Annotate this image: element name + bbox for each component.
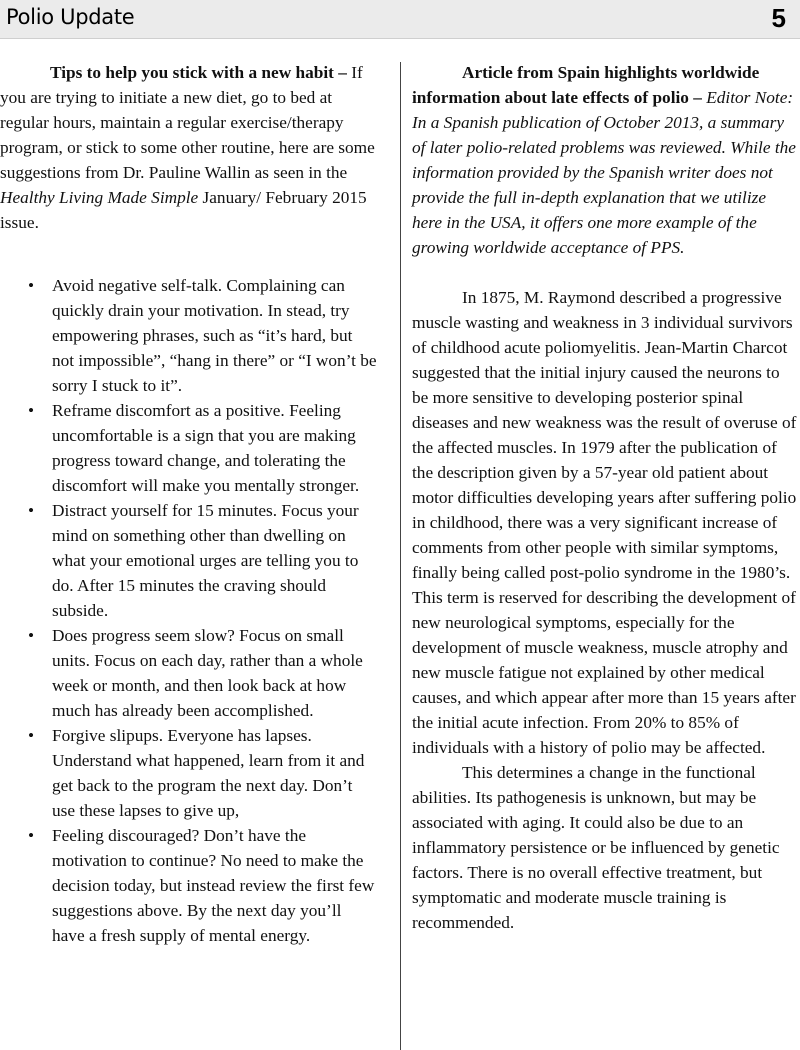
- tips-list: [0, 273, 382, 948]
- list-item: • Does progress seem slow? Focus on small units. Focus on each day, rather than a whole week or month, and then look back at how much has already been accomplished.: [0, 623, 382, 723]
- page-header: [0, 0, 800, 39]
- article-heading: Article from Spain highlights worldwide information about late effects of polio –: [412, 63, 760, 107]
- list-item: • Avoid negative self-talk. Complaining can quickly drain your motivation. In stead, try empowering phrases, such as “it’s hard, but not impossible”, “hang in there” or “I won’t be sorry I stuck to it”.: [0, 273, 382, 398]
- habit-intro-date: January/ February 2015 issue.: [0, 188, 367, 232]
- habit-heading: Tips to help you stick with a new habit –: [50, 63, 347, 82]
- list-item: • Distract yourself for 15 minutes. Focus your mind on something other than dwelling on what your emotional urges are telling you to do. After 15 minutes the craving should subside.: [0, 498, 382, 623]
- column-divider: [400, 62, 401, 1050]
- publication-name: Healthy Living Made Simple: [0, 188, 199, 207]
- newsletter-title: Polio Update: [6, 5, 135, 29]
- article-intro: [412, 60, 800, 260]
- habit-intro-text: If you are trying to initiate a new diet, go to bed at regular hours, maintain a regular exercise/therapy program, or stick to some other routine, here are some suggestions from Dr. Pauline Wallin as seen in the: [0, 63, 375, 182]
- article-paragraph: This determines a change in the functional abilities. Its pathogenesis is unknown, but may be associated with aging. It could also be due to an inflammatory persistence or be influenced by genetic factors. There is no overall effective treatment, but symptomatic and moderate muscle training is recommended.: [412, 763, 780, 932]
- right-column: [412, 60, 800, 935]
- page-number: 5: [771, 3, 786, 33]
- list-item: • Feeling discouraged? Don’t have the motivation to continue? No need to make the decision today, but instead review the first few suggestions above. By the next day you’ll have a fresh supply of mental energy.: [0, 823, 382, 948]
- left-column: [0, 60, 382, 948]
- editor-note: Editor Note: In a Spanish publication of October 2013, a summary of later polio-related problems was reviewed. While the information provided by the Spanish writer does not provide the full in-depth explanation that we utilize here in the USA, it offers one more example of the growing worldwide acceptance of PPS.: [412, 88, 796, 257]
- article-paragraph: In 1875, M. Raymond described a progressive muscle wasting and weakness in 3 individual survivors of childhood acute poliomyelitis. Jean-Martin Charcot suggested that the initial injury caused the neurons to be more sensitive to developing posterior spinal diseases and new weakness was the result of overuse of the affected muscles. In 1979 after the publication of the description given by a 57-year old patient about motor difficulties developing years after suffering polio in childhood, there was a very significant increase of comments from other people with similar symptoms, finally being called post-polio syndrome in the 1980’s. This term is reserved for describing the development of new neurological symptoms, especially for the development of muscle weakness, muscle atrophy and new muscle fatigue not explained by other medical causes, and which appear after more than 15 years after the initial acute infection. From 20% to 85% of individuals with a history of polio may be affected.: [412, 288, 797, 757]
- list-item: • Reframe discomfort as a positive. Feeling uncomfortable is a sign that you are making progress toward change, and tolerating the discomfort will make you mentally stronger.: [0, 398, 382, 498]
- list-item: • Forgive slipups. Everyone has lapses. Understand what happened, learn from it and get back to the program the next day. Don’t use these lapses to give up,: [0, 723, 382, 823]
- habit-intro-paragraph: [0, 60, 382, 235]
